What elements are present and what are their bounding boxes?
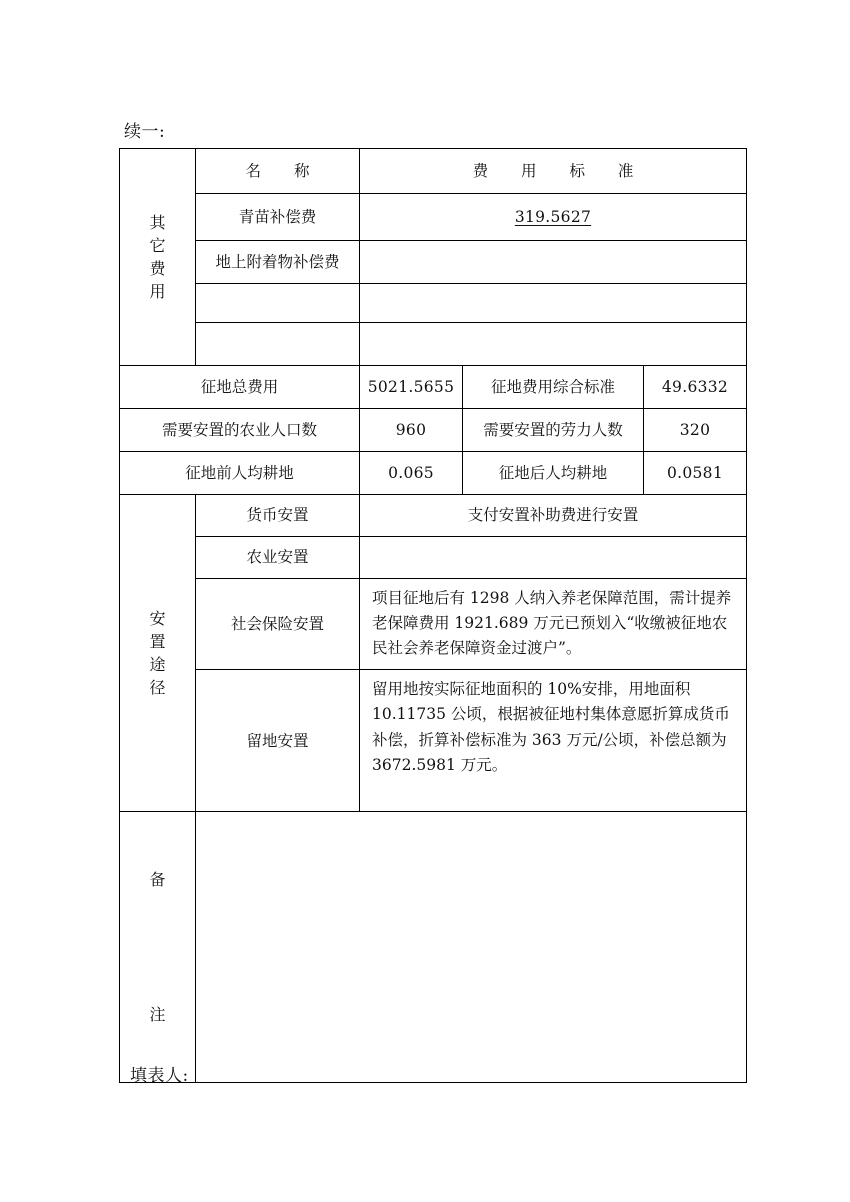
fee-standard-3 [360, 323, 747, 366]
other-fees-header-standard: 费 用 标 准 [360, 149, 747, 194]
fee-name-3 [196, 323, 360, 366]
resettlement-content-3 [360, 670, 747, 812]
fee-standard-value-0: 319.5627 [514, 207, 592, 226]
fee-standard-1 [360, 241, 747, 284]
social-insurance-paragraph: 项目征地后有 1298 人纳入养老保障范围，需计提养老保障费用 1921.689 万元已预划入“收缴被征地农民社会养老保障资金过渡户”。 [372, 589, 732, 658]
table-row-resettled-population [120, 409, 747, 452]
table-row-fee-blank-1 [120, 284, 747, 323]
other-fees-row-label [120, 149, 196, 366]
other-fees-label-char-1: 它 [149, 235, 166, 255]
remarks-label-char-0: 备 [149, 870, 166, 890]
fee-standard-0 [360, 194, 747, 241]
summary-label-right-2: 征地后人均耕地 [463, 452, 644, 495]
table-row-other-fees-header [120, 149, 747, 194]
other-fees-header-name: 名 称 [196, 149, 360, 194]
compensation-table [119, 148, 747, 1083]
table-row-land-reserve-resettlement [120, 670, 747, 812]
other-fees-label-char-2: 费 [149, 259, 166, 278]
resettlement-label-char-0: 安 [149, 608, 166, 628]
table-row-per-capita-farmland [120, 452, 747, 495]
fee-name-2 [196, 284, 360, 323]
table-row-attachment-compensation [120, 241, 747, 284]
fee-name-1: 地上附着物补偿费 [196, 241, 360, 284]
resettlement-method-0: 货币安置 [196, 495, 360, 537]
fee-standard-2 [360, 284, 747, 323]
resettlement-label-char-1: 置 [149, 631, 166, 651]
table-row-agricultural-resettlement [120, 537, 747, 579]
resettlement-method-2: 社会保险安置 [196, 579, 360, 670]
summary-value-right-0: 49.6332 [644, 366, 747, 409]
land-reserve-paragraph: 留用地按实际征地面积的 10%安排，用地面积 10.11735 公顷，根据被征地村集体意愿折算成货币补偿，折算补偿标准为 363 万元/公顷，补偿总额为 3672.5981 万元。 [372, 680, 730, 774]
resettlement-content-2 [360, 579, 747, 670]
fee-name-0: 青苗补偿费 [196, 194, 360, 241]
summary-value-right-2: 0.0581 [644, 452, 747, 495]
summary-value-left-1: 960 [360, 409, 463, 452]
remarks-content [196, 812, 747, 1083]
summary-value-right-1: 320 [644, 409, 747, 452]
table-row-total-cost [120, 366, 747, 409]
summary-value-left-2: 0.065 [360, 452, 463, 495]
summary-label-left-2: 征地前人均耕地 [120, 452, 360, 495]
remarks-label-char-1: 注 [149, 1005, 166, 1025]
resettlement-label-char-2: 途 [149, 655, 166, 675]
resettlement-method-1: 农业安置 [196, 537, 360, 579]
table-row-seedling-compensation [120, 194, 747, 241]
resettlement-content-1 [360, 537, 747, 579]
resettlement-method-3: 留地安置 [196, 670, 360, 812]
table-row-fee-blank-2 [120, 323, 747, 366]
table-row-monetary-resettlement [120, 495, 747, 537]
other-fees-label-char-0: 其 [149, 212, 166, 232]
summary-label-left-0: 征地总费用 [120, 366, 360, 409]
continuation-label: 续一: [124, 122, 166, 142]
summary-value-left-0: 5021.5655 [360, 366, 463, 409]
resettlement-content-0: 支付安置补助费进行安置 [360, 495, 747, 537]
form-filler-label: 填表人: [130, 1066, 189, 1086]
summary-label-right-0: 征地费用综合标准 [463, 366, 644, 409]
summary-label-left-1: 需要安置的农业人口数 [120, 409, 360, 452]
table-row-social-insurance-resettlement [120, 579, 747, 670]
resettlement-label-char-3: 径 [149, 678, 166, 698]
remarks-row-label [120, 812, 196, 1083]
summary-label-right-1: 需要安置的劳力人数 [463, 409, 644, 452]
table-row-remarks [120, 812, 747, 1083]
other-fees-label-char-3: 用 [149, 282, 166, 302]
